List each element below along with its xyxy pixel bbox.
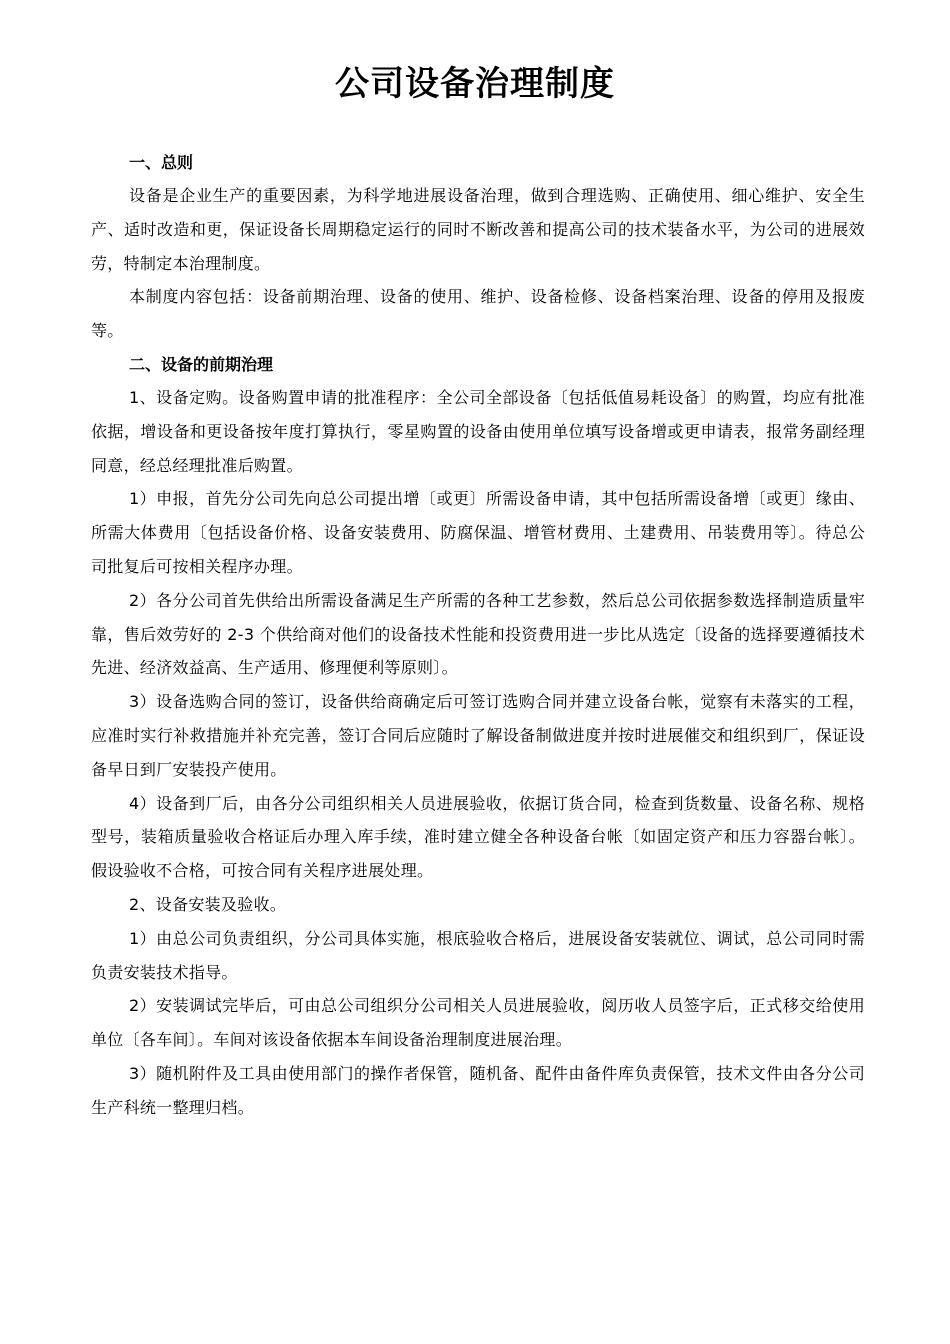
paragraph: 本制度内容包括：设备前期治理、设备的使用、维护、设备检修、设备档案治理、设备的停用及报废等。 — [91, 287, 865, 341]
document-title: 公司设备治理制度 — [335, 64, 615, 104]
paragraph: 3）设备选购合同的签订，设备供给商确定后可签订选购合同并建立设备台帐，觉察有未落实的工程，应准时实行补救措施并补充完善，签订合同后应随时了解设备制做进度并按时进展催交和组织到厂，保证设备早日到厂安装投产使用。 — [91, 692, 865, 779]
paragraph: 1、设备定购。设备购置申请的批准程序：全公司全部设备〔包括低值易耗设备〕的购置，均应有批准依据，增设备和更设备按年度打算执行，零星购置的设备由使用单位填写设备增或更申请表，报常务副经理同意，经总经理批准后购置。 — [91, 387, 865, 475]
paragraph: 2）安装调试完毕后，可由总公司组织分公司相关人员进展验收，阅历收人员签字后，正式移交给使用单位〔各车间〕。车间对该设备依据本车间设备治理制度进展治理。 — [91, 996, 865, 1050]
document-body — [91, 146, 865, 1125]
section-heading-preliminary-management: 二、设备的前期治理 — [129, 354, 274, 374]
paragraph: 3）随机附件及工具由使用部门的操作者保管，随机备、配件由备件库负责保管，技术文件由各分公司生产科统一整理归档。 — [91, 1063, 865, 1117]
section-heading-general: 一、总则 — [129, 153, 194, 172]
paragraph: 1）由总公司负责组织，分公司具体实施，根底验收合格后，进展设备安装就位、调试，总公司同时需负责安装技术指导。 — [91, 928, 865, 982]
paragraph: 1）申报，首先分公司先向总公司提出增〔或更〕所需设备申请，其中包括所需设备增〔或更〕缘由、所需大体费用〔包括设备价格、设备安装费用、防腐保温、增管材费用、土建费用、吊装费用等〕。待总公司批复后可按相关程序办理。 — [91, 489, 865, 576]
paragraph: 2、设备安装及验收。 — [129, 894, 287, 914]
paragraph: 2）各分公司首先供给出所需设备满足生产所需的各种工艺参数，然后总公司依据参数选择制造质量牢靠，售后效劳好的 2-3 个供给商对他们的设备技术性能和投资费用进一步比从选定〔设备的选择要遵循技术先进、经济效益高、生产适用、修理便利等原则〕。 — [91, 590, 865, 678]
paragraph: 设备是企业生产的重要因素，为科学地进展设备治理，做到合理选购、正确使用、细心维护、安全生产、适时改造和更，保证设备长周期稳定运行的同时不断改善和提高公司的技术装备水平，为公司的进展效劳，特制定本治理制度。 — [91, 186, 865, 273]
paragraph: 4）设备到厂后，由各分公司组织相关人员进展验收，依据订货合同，检查到货数量、设备名称、规格型号，装箱质量验收合格证后办理入库手续，准时建立健全各种设备台帐〔如固定资产和压力容器台帐〕。假设验收不合格，可按合同有关程序进展处理。 — [91, 793, 865, 881]
